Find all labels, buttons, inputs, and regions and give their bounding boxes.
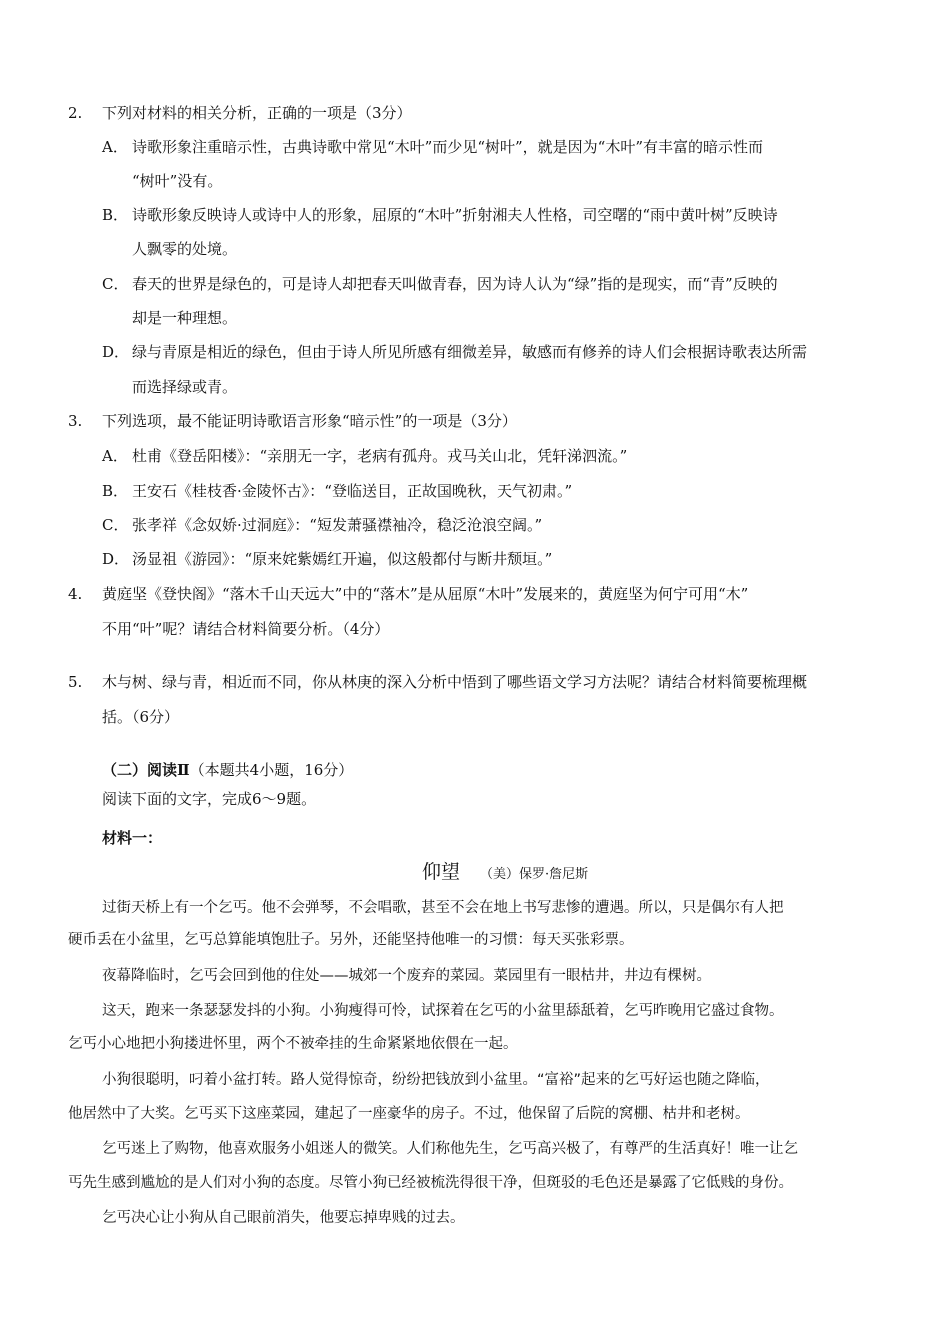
story-paragraph: 小狗很聪明，叼着小盆打转。路人觉得惊奇，纷纷把钱放到小盆里。“富裕”起来的乞丐好运也随之降临， [102,1072,770,1088]
question-stem: 下列选项，最不能证明诗歌语言形象“暗示性”的一项是（3分） [102,412,517,430]
story-paragraph: 他居然中了大奖。乞丐买下这座菜园，建起了一座豪华的房子。不过，他保留了后院的窝棚、枯井和老树。 [68,1106,750,1122]
story-paragraph: 丐先生感到尴尬的是人们对小狗的态度。尽管小狗已经被梳洗得很干净，但斑驳的毛色还是暴露了它低贱的身份。 [68,1175,793,1191]
option-text: “树叶”没有。 [132,172,223,190]
question-number: 3. [68,412,83,430]
question-stem: 下列对材料的相关分析，正确的一项是（3分） [102,104,412,122]
question-number: 4. [68,585,83,603]
option-text: 王安石《桂枝香·金陵怀古》：“登临送目，正故国晚秋，天气初肃。” [132,482,573,500]
option-text: 春天的世界是绿色的，可是诗人却把春天叫做青春，因为诗人认为“绿”指的是现实，而“青”反映的 [132,275,778,293]
option-label: A． [102,138,128,156]
option-label: B． [102,482,129,500]
option-text: 而选择绿或青。 [132,378,238,396]
option-text: 却是一种理想。 [132,309,238,327]
story-paragraph: 这天，跑来一条瑟瑟发抖的小狗。小狗瘦得可怜，试探着在乞丐的小盆里舔舐着，乞丐昨晚用它盛过食物。 [102,1003,784,1019]
story-paragraph: 乞丐决心让小狗从自己眼前消失，他要忘掉卑贱的过去。 [102,1210,465,1226]
option-text: 汤显祖《游园》：“原来姹紫嫣红开遍，似这般都付与断井颓垣。” [132,550,553,568]
option-text: 人飘零的处境。 [132,240,238,258]
story-paragraph: 过街天桥上有一个乞丐。他不会弹琴，不会唱歌，甚至不会在地上书写悲惨的遭遇。所以，只是偶尔有人把 [102,900,784,916]
question-number: 5. [68,673,83,691]
story-paragraph: 硬币丢在小盆里，乞丐总算能填饱肚子。另外，还能坚持他唯一的习惯：每天买张彩票。 [68,932,634,948]
question-number: 2. [68,104,83,122]
section-heading-rest: （本题共4小题，16分） [189,761,354,779]
question-text: 木与树、绿与青，相近而不同，你从林庚的深入分析中悟到了哪些语文学习方法呢？请结合材料简要梳理概 [102,673,808,691]
story-paragraph: 乞丐迷上了购物，他喜欢服务小姐迷人的微笑。人们称他先生，乞丐高兴极了，有尊严的生活真好！唯一让乞 [102,1141,798,1157]
option-label: D． [102,550,130,568]
story-paragraph: 乞丐小心地把小狗搂进怀里，两个不被牵挂的生命紧紧地依偎在一起。 [68,1036,518,1052]
option-text: 诗歌形象反映诗人或诗中人的形象，屈原的“木叶”折射湘夫人性格，司空曙的“雨中黄叶树”反映诗 [132,206,778,224]
option-label: D． [102,343,130,361]
material-label: 材料一： [102,829,163,847]
question-text: 黄庭坚《登快阁》“落木千山天远大”中的“落木”是从屈原“木叶”发展来的，黄庭坚为何宁可用“木” [102,585,749,603]
option-label: C． [102,516,129,534]
section-heading [102,759,353,781]
option-text: 绿与青原是相近的绿色，但由于诗人所见所感有细微差异，敏感而有修养的诗人们会根据诗歌表达所需 [132,343,808,361]
story-author: （美）保罗·詹尼斯 [480,867,589,882]
option-text: 杜甫《登岳阳楼》：“亲朋无一字，老病有孤舟。戎马关山北，凭轩涕泗流。” [132,447,628,465]
option-label: A． [102,447,128,465]
option-text: 张孝祥《念奴娇·过洞庭》：“短发萧骚襟袖冷，稳泛沧浪空阔。” [132,516,543,534]
option-label: B． [102,206,129,224]
story-title-line [422,860,588,887]
story-title: 仰望 [422,861,461,883]
option-label: C． [102,275,129,293]
option-text: 诗歌形象注重暗示性，古典诗歌中常见“木叶”而少见“树叶”，就是因为“木叶”有丰富的暗示性而 [132,138,764,156]
section-heading-bold: （二）阅读Ⅱ [102,761,190,779]
section-instruction: 阅读下面的文字，完成6～9题。 [102,790,317,808]
story-paragraph: 夜幕降临时，乞丐会回到他的住处——城郊一个废弃的菜园。菜园里有一眼枯井，井边有棵树。 [102,968,711,984]
question-text: 不用“叶”呢？请结合材料简要分析。（4分） [102,620,390,638]
question-text: 括。（6分） [102,708,180,726]
